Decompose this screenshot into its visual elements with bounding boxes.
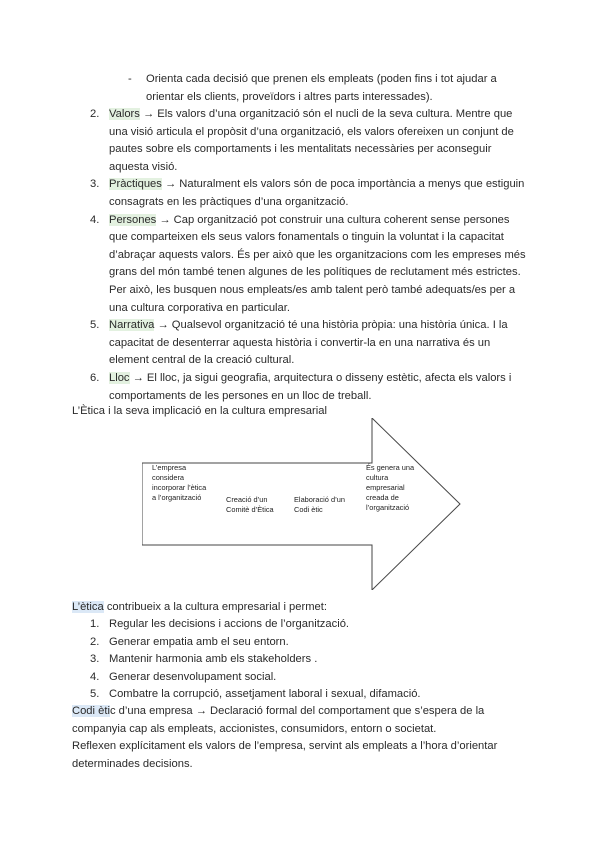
list-number: 3.	[90, 178, 100, 191]
highlighted-term: Lloc	[109, 371, 130, 384]
list-item-text: → El lloc, ja sigui geografia, arquitectura o disseny estètic, afecta els valors i comportaments de les persones en un lloc de treball.	[109, 371, 512, 402]
list-item	[0, 212, 529, 318]
list-number: 2.	[90, 635, 100, 648]
contributions-list	[0, 616, 600, 704]
principles-list	[0, 106, 600, 405]
section-heading: L’Ètica i la seva implicació en la cultura empresarial	[72, 405, 327, 417]
list-number: 5.	[90, 319, 100, 332]
stage-2: Creació d’un Comitè d’Ètica	[226, 495, 274, 514]
reflection-paragraph: Reflexen explícitament els valors de l’empresa, servint als empleats a l’hora d’orientar determinades decisions.	[72, 740, 498, 770]
stage-4: És genera una cultura empresarial creada de l’organització	[366, 463, 415, 512]
bullet-text: Orienta cada decisió que prenen els empleats (poden fins i tot ajudar a orientar els clients, proveïdors i altres parts interessades).	[146, 73, 497, 103]
stage-3: Elaboració d’un Codi ètic	[294, 495, 345, 514]
diagram-stages	[148, 463, 428, 547]
highlighted-term: Narrativa	[109, 319, 155, 332]
list-number: 1.	[90, 618, 100, 630]
list-item-text: Regular les decisions i accions de l’organització.	[109, 618, 350, 630]
list-item-text: → Qualsevol organització té una història pròpia: una història única. I la capacitat de desenterrar aquesta història i convertir-la en una narrativa és un element central de la creació cultural.	[109, 319, 508, 367]
list-item	[0, 651, 600, 669]
highlighted-term: L’ètica	[72, 601, 104, 613]
list-item-text: → Naturalment els valors són de poca importància a menys que estiguin consagrats en les pràctiques d’una organització.	[109, 178, 525, 208]
list-number: 3.	[90, 653, 100, 666]
list-item-text: Combatre la corrupció, assetjament laboral i sexual, difamació.	[109, 688, 421, 701]
highlighted-term: Persones	[109, 213, 157, 226]
stage-1: L’empresa considera incorporar l’ètica a l’organització	[152, 463, 207, 502]
highlighted-term: Codi èti	[72, 705, 110, 717]
list-item-text: Generar desenvolupament social.	[109, 670, 277, 683]
list-item	[0, 686, 600, 704]
list-item	[0, 176, 529, 211]
code-definition-text: c d’una empresa → Declaració formal del comportament que s’espera de la companyia cap als empleats, accionistes, consumidors, entorn o societat.	[72, 705, 485, 735]
list-number: 6.	[90, 371, 100, 384]
list-number: 2.	[90, 108, 100, 120]
highlighted-term: Valors	[109, 108, 140, 120]
list-item	[0, 669, 600, 687]
list-item-text: → Cap organització pot construir una cultura coherent sense persones que comparteixen els seus valors fonamentals o tinguin la voluntat i la capacitat d’abraçar aquests valors. És per això que les organitzacions com les empreses més grans del món també tenen algunes de les polítiques de reclutament més estrictes. Per això, les busquen nous empleats/es amb talent però també adequats/es per a una cultura corporativa en particular.	[109, 213, 526, 314]
list-item-text: Mantenir harmonia amb els stakeholders .	[109, 653, 318, 666]
ethics-intro	[72, 599, 327, 617]
list-number: 4.	[90, 670, 100, 683]
list-number: 5.	[90, 688, 100, 701]
list-item	[0, 317, 529, 370]
list-number: 4.	[90, 213, 100, 226]
list-item-text: Generar empatia amb el seu entorn.	[109, 635, 289, 648]
list-item-text: → Els valors d’una organització són el nucli de la seva cultura. Mentre que una visió articula el propòsit d’una organització, els valors ofereixen un conjunt de pautes sobre els comportaments i les mentalitats necessàries per aconseguir aquesta visió.	[109, 108, 514, 173]
code-definition	[72, 703, 532, 738]
list-item	[0, 616, 600, 634]
list-item	[0, 634, 600, 652]
list-item	[0, 370, 529, 405]
highlighted-term: Pràctiques	[109, 178, 162, 191]
ethics-intro-text: contribueix a la cultura empresarial i permet:	[103, 601, 327, 613]
bullet-dash: -	[128, 73, 132, 85]
list-item	[0, 106, 529, 176]
